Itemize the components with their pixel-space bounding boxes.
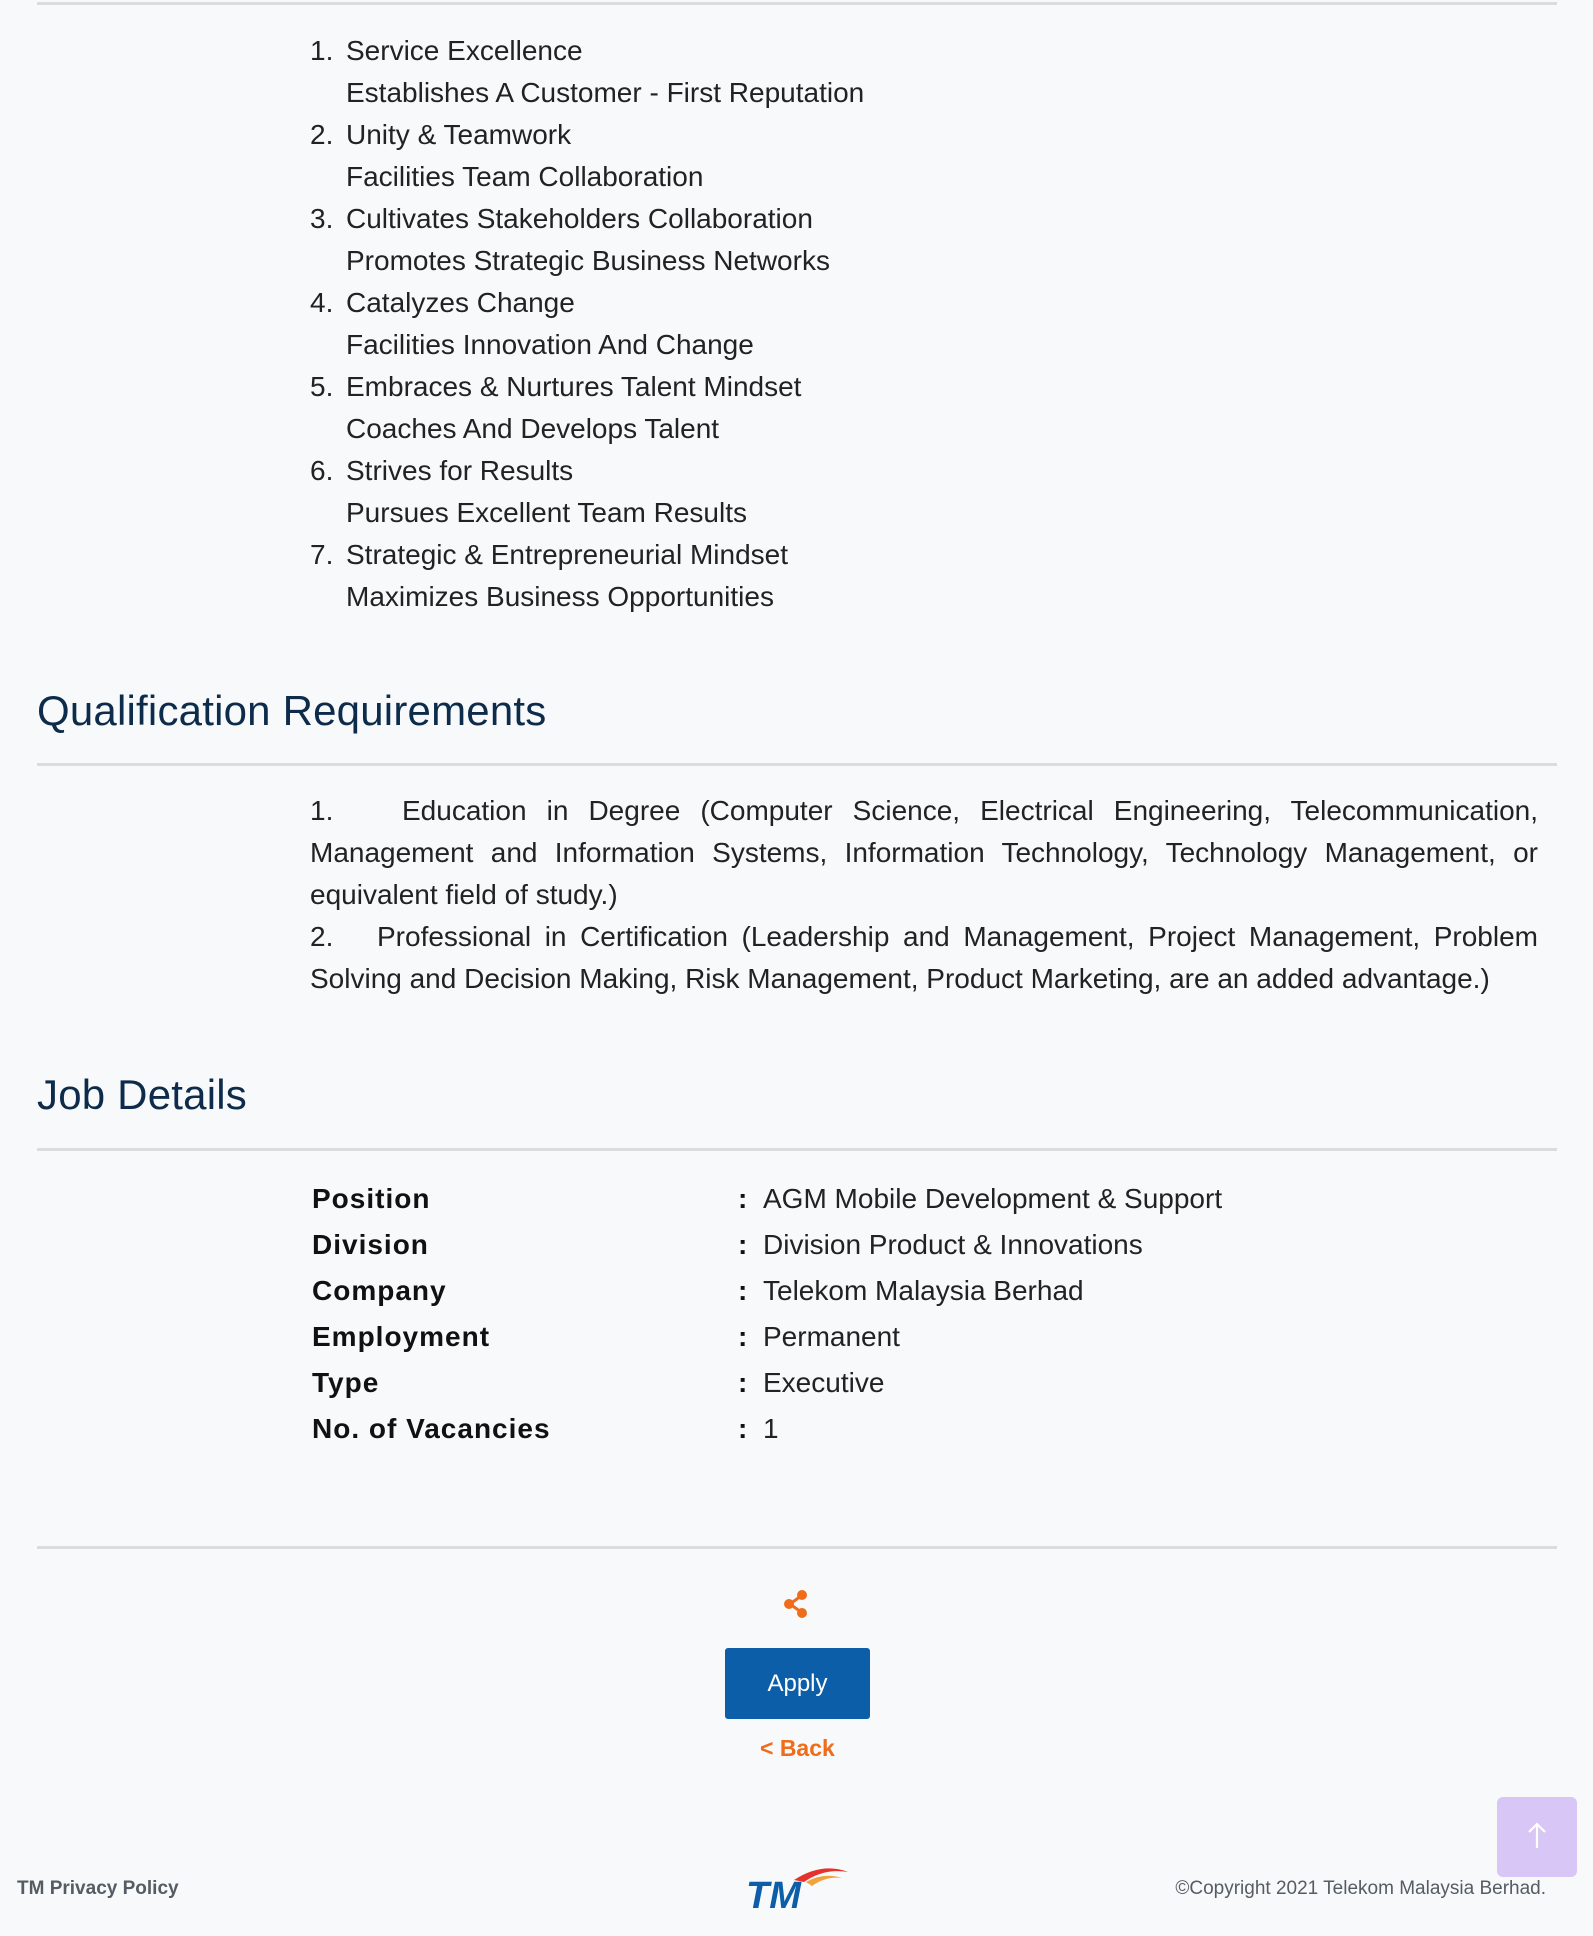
qualification-item	[310, 916, 1538, 1000]
detail-colon: :	[738, 1413, 748, 1444]
core-values-list	[310, 30, 1010, 618]
list-item-number: 3.	[310, 203, 334, 234]
detail-row-position	[312, 1176, 1312, 1222]
detail-value: AGM Mobile Development & Support	[763, 1183, 1223, 1214]
detail-value: 1	[763, 1413, 779, 1444]
qualification-text: Professional in Certification (Leadership and Management, Project Management, Problem Solving and Decision Making, Risk Management, Product Marketing, are an added advantage.)	[310, 921, 1538, 994]
value-title: Unity & Teamwork	[346, 119, 572, 150]
detail-colon: :	[738, 1321, 748, 1352]
value-title: Cultivates Stakeholders Collaboration	[346, 203, 813, 234]
value-description: Coaches And Develops Talent	[346, 413, 720, 444]
detail-value: Division Product & Innovations	[763, 1229, 1143, 1260]
detail-row-type	[312, 1360, 1312, 1406]
qualification-list	[310, 790, 1538, 1000]
actions-divider	[37, 1546, 1557, 1549]
value-title: Embraces & Nurtures Talent Mindset	[346, 371, 802, 402]
value-description: Facilities Innovation And Change	[346, 329, 754, 360]
detail-colon: :	[738, 1183, 748, 1214]
apply-button[interactable]: Apply	[725, 1648, 870, 1719]
value-description: Pursues Excellent Team Results	[346, 497, 747, 528]
privacy-policy-link[interactable]: TM Privacy Policy	[17, 1878, 179, 1899]
value-title: Strategic & Entrepreneurial Mindset	[346, 539, 788, 570]
detail-row-vacancies	[312, 1406, 1312, 1452]
value-description: Facilities Team Collaboration	[346, 161, 704, 192]
detail-label: Position	[312, 1183, 431, 1214]
detail-label: Type	[312, 1367, 380, 1398]
qualification-number: 2.	[310, 921, 334, 952]
value-description: Promotes Strategic Business Networks	[346, 245, 830, 276]
detail-label: No. of Vacancies	[312, 1413, 551, 1444]
detail-row-company	[312, 1268, 1312, 1314]
top-divider	[37, 2, 1557, 5]
qualification-item	[310, 790, 1538, 916]
detail-colon: :	[738, 1229, 748, 1260]
list-item-number: 6.	[310, 455, 334, 486]
qualification-text: Education in Degree (Computer Science, Electrical Engineering, Telecommunication, Management and Information Systems, Information Technology, Technology Management, or equivalent field of study.)	[310, 795, 1538, 910]
value-title: Strives for Results	[346, 455, 574, 486]
qualification-divider	[37, 763, 1557, 766]
job-details-table	[312, 1176, 1312, 1452]
list-item-number: 1.	[310, 35, 334, 66]
tm-logo-text: TM	[746, 1875, 801, 1914]
list-item	[310, 450, 1010, 534]
detail-row-employment	[312, 1314, 1312, 1360]
qualification-heading: Qualification Requirements	[37, 687, 547, 734]
list-item	[310, 114, 1010, 198]
detail-label: Employment	[312, 1321, 491, 1352]
list-item-number: 5.	[310, 371, 334, 402]
list-item-number: 7.	[310, 539, 334, 570]
back-link[interactable]: < Back	[760, 1735, 835, 1761]
detail-colon: :	[738, 1275, 748, 1306]
scroll-to-top-button[interactable]	[1497, 1797, 1577, 1877]
value-description: Maximizes Business Opportunities	[346, 581, 774, 612]
list-item-number: 4.	[310, 287, 334, 318]
list-item	[310, 30, 1010, 114]
list-item	[310, 282, 1010, 366]
value-title: Service Excellence	[346, 35, 583, 66]
detail-value: Executive	[763, 1367, 885, 1398]
detail-label: Division	[312, 1229, 429, 1260]
list-item	[310, 366, 1010, 450]
list-item	[310, 534, 1010, 618]
copyright-text: ©Copyright 2021 Telekom Malaysia Berhad.	[1175, 1878, 1546, 1899]
detail-colon: :	[738, 1367, 748, 1398]
value-description: Establishes A Customer - First Reputation	[346, 77, 865, 108]
detail-value: Telekom Malaysia Berhad	[763, 1275, 1084, 1306]
qualification-number: 1.	[310, 795, 334, 826]
job-details-divider	[37, 1148, 1557, 1151]
detail-label: Company	[312, 1275, 447, 1306]
tm-logo	[744, 1860, 850, 1914]
share-icon[interactable]	[780, 1588, 812, 1620]
arrow-up-icon	[1524, 1820, 1550, 1855]
detail-row-division	[312, 1222, 1312, 1268]
list-item	[310, 198, 1010, 282]
list-item-number: 2.	[310, 119, 334, 150]
job-details-heading: Job Details	[37, 1071, 247, 1118]
value-title: Catalyzes Change	[346, 287, 575, 318]
detail-value: Permanent	[763, 1321, 900, 1352]
